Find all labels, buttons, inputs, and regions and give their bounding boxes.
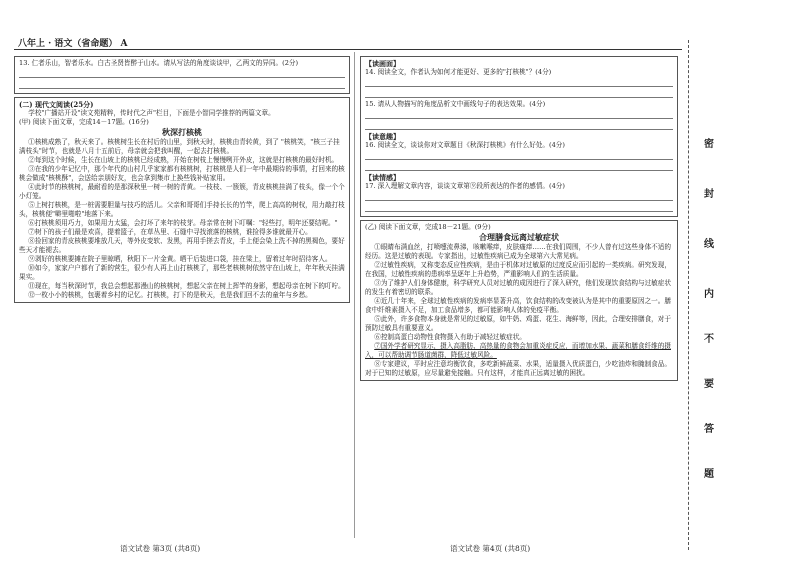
margin-char: 线 xyxy=(704,239,714,250)
right-column xyxy=(360,56,678,384)
answer-line-17a[interactable] xyxy=(365,192,673,201)
article-jia-instruction: (甲) 阅读下面文章，完成14－17题。(16分) xyxy=(19,118,149,126)
question-13: 13. 仁者乐山，智者乐水。白古圣贤皆醉于山水。请从写法的角度谈谈甲，乙两文的异同。(2分) xyxy=(19,59,299,67)
paragraph: ②每到这个时候，生长在山坡上的核桃已经成熟，开始在树枝上慢慢咧开外皮，这就是打核桃的最好时机。 xyxy=(28,156,339,164)
paragraph: ⑤此外，许多食物本身就是常见的过敏原，如牛奶、鸡蛋、花生、海鲜等，因此，合理安排膳食，对于预防过敏具有重要意义。 xyxy=(365,315,671,332)
answer-line-15b[interactable] xyxy=(365,121,673,130)
paragraph: ②过敏性疾病，又称变态反应性疾病，是由于机体对过敏原的过度反应而引起的一类疾病。研究发现，在我国，过敏性疾病的患病率呈逐年上升趋势，严重影响人们的生活质量。 xyxy=(365,261,671,278)
label-read: 【读画面】 xyxy=(365,59,400,68)
paragraph: ⑫一枚小小的核桃，包裹着乡村的记忆。打核桃，打下的是秋天，也是我们回不去的童年与乡愁。 xyxy=(28,291,312,299)
paragraph: ③为了维护人们身体健康，科学研究人员对过敏的成因进行了深入研究，他们发现饮食结构与过敏症状的发生有着密切的联系。 xyxy=(365,279,671,296)
paragraph: ④此时节的核桃树，最耐看的是那深秋里一树一树的青黄。一枝枝、一簇簇，青皮核桃挂满了枝头，像一个个小灯笼。 xyxy=(19,183,345,200)
answer-line-13a[interactable] xyxy=(19,69,345,78)
paragraph: ⑪现在，每当秋深时节，我总会想起那漫山的核桃树，想起父亲在树上挥竿的身影，想起母亲在树下的叮咛。 xyxy=(28,282,345,290)
section-intro: 学校"广播站开设"读文苑精粹，传时代之声"栏目，下面是小智同学推荐的两篇文章。 xyxy=(28,109,275,117)
question-14: 14. 阅读全文，作者认为如何才能更好、更多的"打核桃"？(4分) xyxy=(365,68,552,76)
paragraph: ③在我的少年记忆中，那个年代的山村几乎家家都有核桃树，打核桃是人们一年中最期待的事情，打回来的核桃会做成"核桃酥"，会送给亲朋好友，也会拿到集市上换些钱补贴家用。 xyxy=(19,165,345,182)
paragraph: ⑤上树打核桃，是一桩需要胆量与技巧的活儿。父亲和哥哥们手持长长的竹竿，爬上高高的树杈，用力敲打枝头，核桃便"噼里啪啦"地落下来。 xyxy=(19,201,345,218)
paragraph: ⑥打核桃须用巧力，如果用力太猛，会打坏了来年的枝芽。母亲常在树下叮嘱："轻些打，明年还要结呢。" xyxy=(28,219,338,227)
footer-left: 语文试卷 第3页 (共8页) xyxy=(120,544,201,553)
paragraph: ①核桃成熟了，秋天来了。核桃树生长在村后的山里，到秋天时，核桃由青转黄，到了 "核桃笑，"核三子挂满枝头"时节，也就是八月十五前后，母亲就会把我叫醒，一起去打核桃。 xyxy=(19,138,340,155)
binding-line xyxy=(688,40,690,550)
margin-char: 要 xyxy=(704,379,714,390)
paragraph: ⑩如今，家家户户都有了新的营生，很少有人再上山打核桃了，那些老核桃树依然守在山坡上，年年秋天挂满果实。 xyxy=(19,264,345,281)
paragraph: ⑧专家建议，平时应注意均衡饮食，多吃新鲜蔬菜、水果，适量摄入优质蛋白，少吃油炸和腌制食品。对于已知的过敏原，应尽量避免接触。只有这样，才能真正远离过敏的困扰。 xyxy=(365,360,671,377)
answer-line-16b[interactable] xyxy=(365,162,673,171)
footer-right: 语文试卷 第4页 (共8页) xyxy=(450,544,531,553)
answer-line-13b[interactable] xyxy=(19,80,345,89)
q13-box xyxy=(14,56,350,94)
margin-char: 密 xyxy=(704,139,714,150)
section-2-title: (二) 现代文阅读(25分) xyxy=(19,100,94,109)
answer-line-17b[interactable] xyxy=(365,203,673,212)
header-rule xyxy=(14,49,682,50)
paragraph: ⑨剥好的核桃要摊在院子里晾晒，秋阳下一片金黄。晒干后装进口袋，挂在梁上，留着过年时招待客人。 xyxy=(28,255,332,263)
question-16: 16. 阅读全文，谈谈你对文章题目《秋深打核桃》有什么好处。(4分) xyxy=(365,141,565,149)
column-divider xyxy=(354,52,355,538)
left-column xyxy=(14,56,350,306)
page-header: 八年上 · 语文（省命题） A xyxy=(18,39,128,49)
question-17: 17. 深入理解文章内容，谈谈文章第⑨段所表达的作者的感情。(4分) xyxy=(365,182,565,190)
label-feel: 【读情感】 xyxy=(365,173,400,182)
answer-line-15a[interactable] xyxy=(365,110,673,119)
margin-char: 内 xyxy=(704,289,714,300)
question-15: 15. 请从人物描写的角度品析文中画线句子的表达效果。(4分) xyxy=(365,100,546,108)
article-jia-title: 秋深打核桃 xyxy=(162,127,202,137)
margin-char: 答 xyxy=(704,424,714,435)
answer-line-14a[interactable] xyxy=(365,78,673,87)
article-jia-box xyxy=(14,97,350,303)
article-yi-box xyxy=(360,220,678,381)
article-yi-instruction: (乙) 阅读下面文章，完成18－21题。(9分) xyxy=(365,223,491,231)
paragraph: ④近几十年来，全球过敏性疾病的发病率显著升高，饮食结构的改变被认为是其中的重要原因之一。膳食中纤维素摄入不足，加工食品增多，都可能影响人体的免疫平衡。 xyxy=(365,297,671,314)
margin-char: 封 xyxy=(704,189,714,200)
paragraph: ⑧捡回家的青皮核桃要堆放几天，等外皮变软、发黑，再用手搓去青皮，手上便会染上洗不掉的黑褐色，要好些天才能褪去。 xyxy=(19,237,345,254)
article-yi-title: 合理膳食远离过敏症状 xyxy=(479,232,559,242)
questions-box xyxy=(360,56,678,217)
paragraph-underlined: ⑦国外学者研究显示，摄入高脂肪、高热量的食物会加重炎症反应，而增加水果、蔬菜和膳食纤维的摄入，可以帮助调节肠道菌群，降低过敏风险。 xyxy=(365,342,671,359)
answer-line-16a[interactable] xyxy=(365,151,673,160)
margin-char: 题 xyxy=(704,469,714,480)
paragraph: ①眼睛布满血丝，打喷嚏流鼻涕，咳嗽喉痒，皮肤瘙痒……在我们周围，不少人曾有过这些身体不适的经历。这是过敏的表现。专家指出，过敏性疾病已成为全球第六大常见病。 xyxy=(365,243,671,260)
answer-line-14b[interactable] xyxy=(365,89,673,98)
paragraph: ⑥控制高蛋白动物性食物摄入有助于减轻过敏症状。 xyxy=(374,333,526,341)
label-sound: 【读意趣】 xyxy=(365,132,400,141)
margin-char: 不 xyxy=(704,334,714,345)
paragraph: ⑦树下的孩子们最是欢喜，提着篮子，在草丛里、石缝中寻找滚落的核桃，谁捡得多谁就最开心。 xyxy=(28,228,312,236)
